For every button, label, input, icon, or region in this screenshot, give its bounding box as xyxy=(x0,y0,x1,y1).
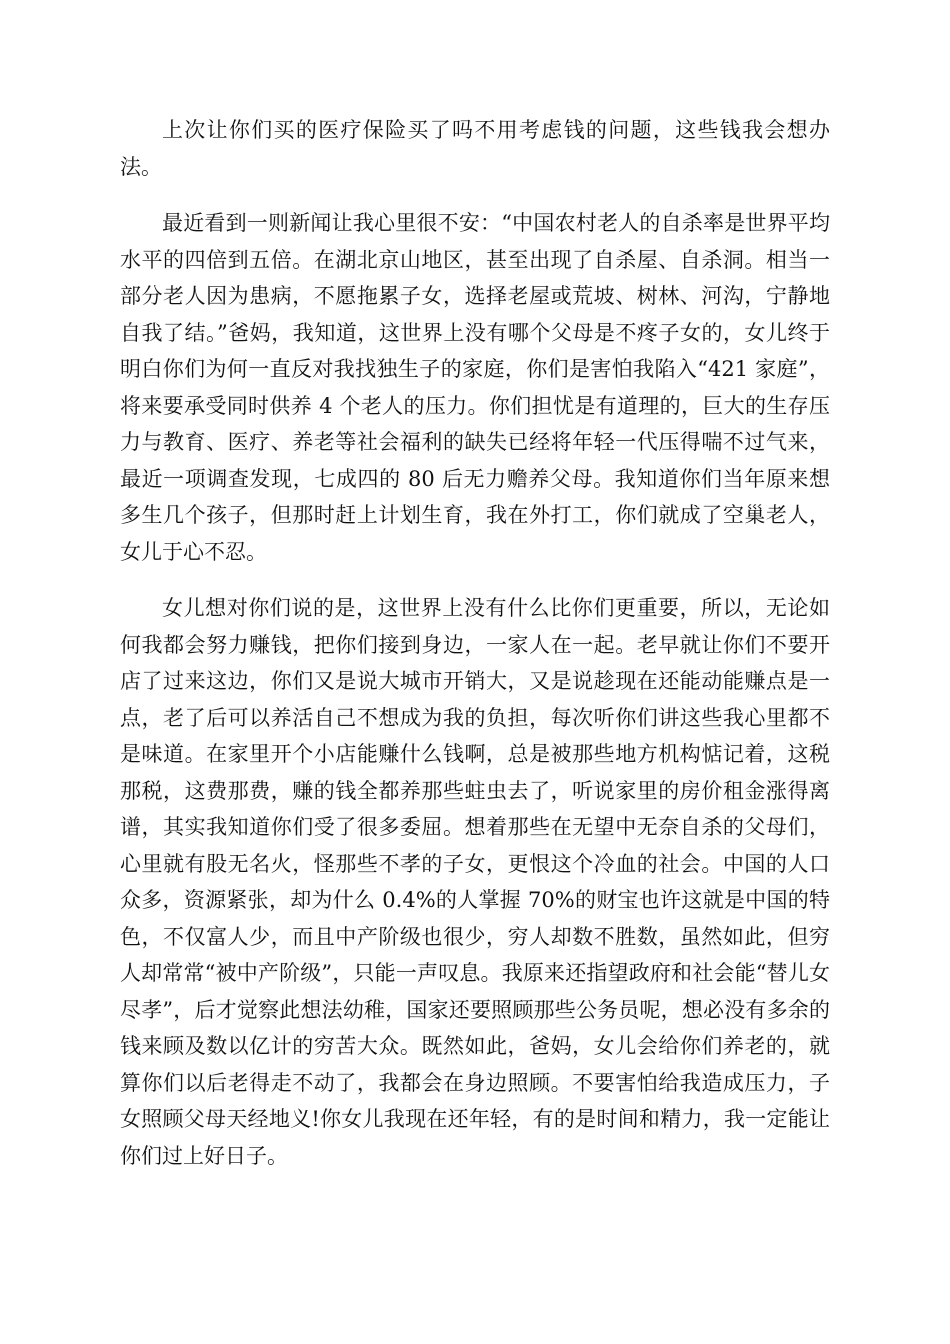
document-body xyxy=(120,112,830,1194)
paragraph-1: 上次让你们买的医疗保险买了吗不用考虑钱的问题，这些钱我会想办法。 xyxy=(120,118,830,179)
paragraph-3: 女儿想对你们说的是，这世界上没有什么比你们更重要，所以，无论如何我都会努力赚钱，把你们接到身边，一家人在一起。老早就让你们不要开店了过来这边，你们又是说大城市开销大，又是说趁现在还能动能赚点是一点，老了后可以养活自己不想成为我的负担，每次听你们讲这些我心里都不是味道。在家里开个小店能赚什么钱啊，总是被那些地方机构惦记着，这税那税，这费那费，赚的钱全都养那些蛀虫去了，听说家里的房价租金涨得离谱，其实我知道你们受了很多委屈。想着那些在无望中无奈自杀的父母们，心里就有股无名火，怪那些不孝的子女，更恨这个冷血的社会。中国的人口众多，资源紧张，却为什么 0.4%的人掌握 70%的财宝也许这就是中国的特色，不仅富人少，而且中产阶级也很少，穷人却数不胜数，虽然如此，但穷人却常常“被中产阶级”，只能一声叹息。我原来还指望政府和社会能“替儿女尽孝”，后才觉察此想法幼稚，国家还要照顾那些公务员呢，想必没有多余的钱来顾及数以亿计的穷苦大众。既然如此，爸妈，女儿会给你们养老的，就算你们以后老得走不动了，我都会在身边照顾。不要害怕给我造成压力，子女照顾父母天经地义!你女儿我现在还年轻，有的是时间和精力，我一定能让你们过上好日子。 xyxy=(120,596,830,1168)
paragraph-2: 最近看到一则新闻让我心里很不安：“中国农村老人的自杀率是世界平均水平的四倍到五倍。在湖北京山地区，甚至出现了自杀屋、自杀洞。相当一部分老人因为患病，不愿拖累子女，选择老屋或荒坡、树林、河沟，宁静地自我了结。”爸妈，我知道，这世界上没有哪个父母是不疼子女的，女儿终于明白你们为何一直反对我找独生子的家庭，你们是害怕我陷入“421 家庭”，将来要承受同时供养 4 个老人的压力。你们担忧是有道理的，巨大的生存压力与教育、医疗、养老等社会福利的缺失已经将年轻一代压得喘不过气来，最近一项调查发现，七成四的 80 后无力赡养父母。我知道你们当年原来想多生几个孩子，但那时赶上计划生育，我在外打工，你们就成了空巢老人，女儿于心不忍。 xyxy=(120,211,830,564)
